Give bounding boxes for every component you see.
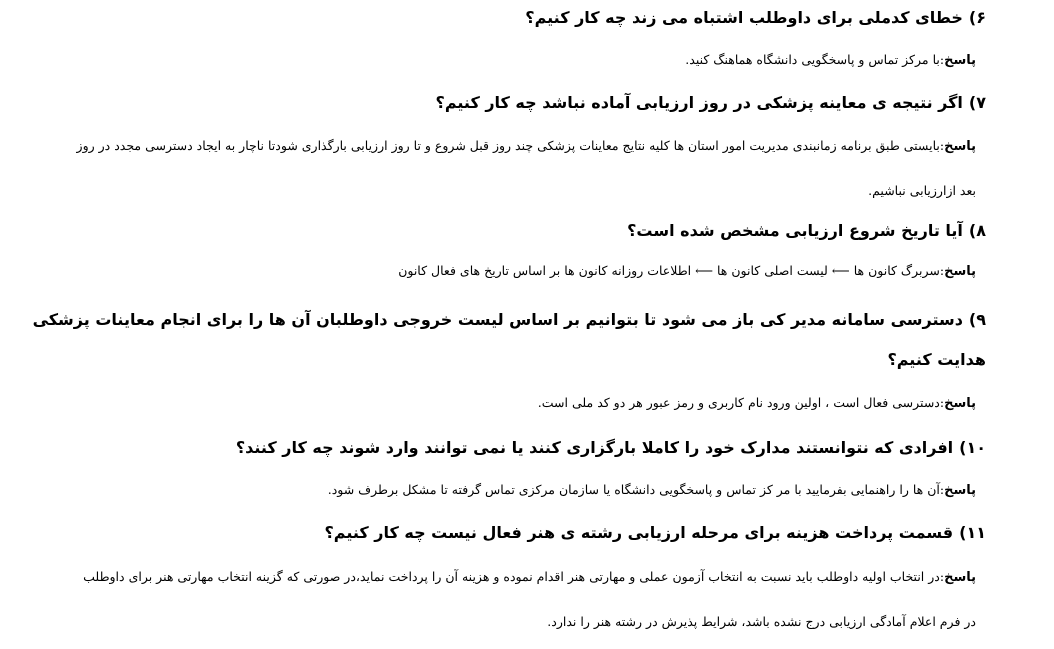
- faq-answer-11: [76, 555, 976, 644]
- faq-question-10: [236, 435, 986, 461]
- answer-label: پاسخ: [944, 570, 976, 585]
- question-text: خطای کدملی برای داوطلب اشتباه می زند چه کار کنیم؟: [525, 8, 963, 27]
- question-number: ۹): [968, 310, 986, 329]
- question-text: اگر نتیجه ی معاینه پزشکی در روز ارزیابی آماده نباشد چه کار کنیم؟: [435, 93, 963, 112]
- answer-label: پاسخ: [944, 53, 976, 68]
- faq-answer-10: [328, 479, 976, 502]
- question-text: آیا تاریخ شروع ارزیابی مشخص شده است؟: [627, 221, 963, 240]
- answer-text: :سربرگ کانون ها ⟵ لیست اصلی کانون ها ⟵ اطلاعات روزانه کانون ها بر اساس تاریخ های فعال کانون: [398, 263, 945, 278]
- faq-answer-7: [76, 124, 976, 213]
- faq-question-8: [627, 218, 986, 244]
- question-text: افرادی که نتوانستند مدارک خود را کاملا بارگزاری کنند یا نمی توانند وارد شوند چه کار کنند؟: [235, 438, 954, 457]
- answer-text: :در انتخاب اولیه داوطلب باید نسبت به انتخاب آزمون عملی و مهارتی هنر اقدام نموده و هزینه آن را پرداخت نماید،در صورتی که گزینه انتخاب مهارتی هنر برای داوطلب در فرم اعلام آمادگی ارزیابی درج نشده باشد، شرایط پذیرش در رشته هنر را ندارد.: [83, 569, 976, 629]
- question-number: ۱۱): [959, 523, 986, 542]
- answer-label: پاسخ: [944, 396, 976, 411]
- faq-question-7: [436, 90, 986, 116]
- faq-answer-8: [398, 260, 976, 283]
- question-number: ۸): [968, 221, 986, 240]
- question-text: قسمت پرداخت هزینه برای مرحله ارزیابی رشته ی هنر فعال نیست چه کار کنیم؟: [324, 523, 954, 542]
- answer-text: :دسترسی فعال است ، اولین ورود نام کاربری و رمز عبور هر دو کد ملی است.: [537, 395, 945, 410]
- faq-question-6: [525, 5, 986, 31]
- faq-answer-6: [685, 49, 976, 72]
- answer-text: :آن ها را راهنمایی بفرمایید با مر کز تماس و پاسخگویی دانشگاه یا سازمان مرکزی تماس گرفته تا مشکل برطرف شود.: [327, 482, 945, 497]
- faq-question-11: [325, 520, 986, 546]
- faq-answer-9: [538, 392, 976, 415]
- answer-label: پاسخ: [944, 139, 976, 154]
- question-number: ۱۰): [959, 438, 986, 457]
- question-number: ۶): [968, 8, 986, 27]
- answer-label: پاسخ: [944, 264, 976, 279]
- faq-question-9: [26, 300, 986, 380]
- answer-text: :بایستی طبق برنامه زمانبندی مدیریت امور استان ها کلیه نتایج معاینات پزشکی چند روز قبل شروع و تا روز ارزیابی بارگذاری شودتا ناچار به ایجاد دسترسی مجدد در روز بعد ازارزیابی نباشیم.: [76, 138, 976, 198]
- question-text: دسترسی سامانه مدیر کی باز می شود تا بتوانیم بر اساس لیست خروجی داوطلبان آن ها را برای انجام معاینات پزشکی هدایت کنیم؟: [32, 310, 986, 369]
- answer-label: پاسخ: [944, 483, 976, 498]
- question-number: ۷): [968, 93, 986, 112]
- answer-text: :با مرکز تماس و پاسخگویی دانشگاه هماهنگ کنید.: [685, 52, 945, 67]
